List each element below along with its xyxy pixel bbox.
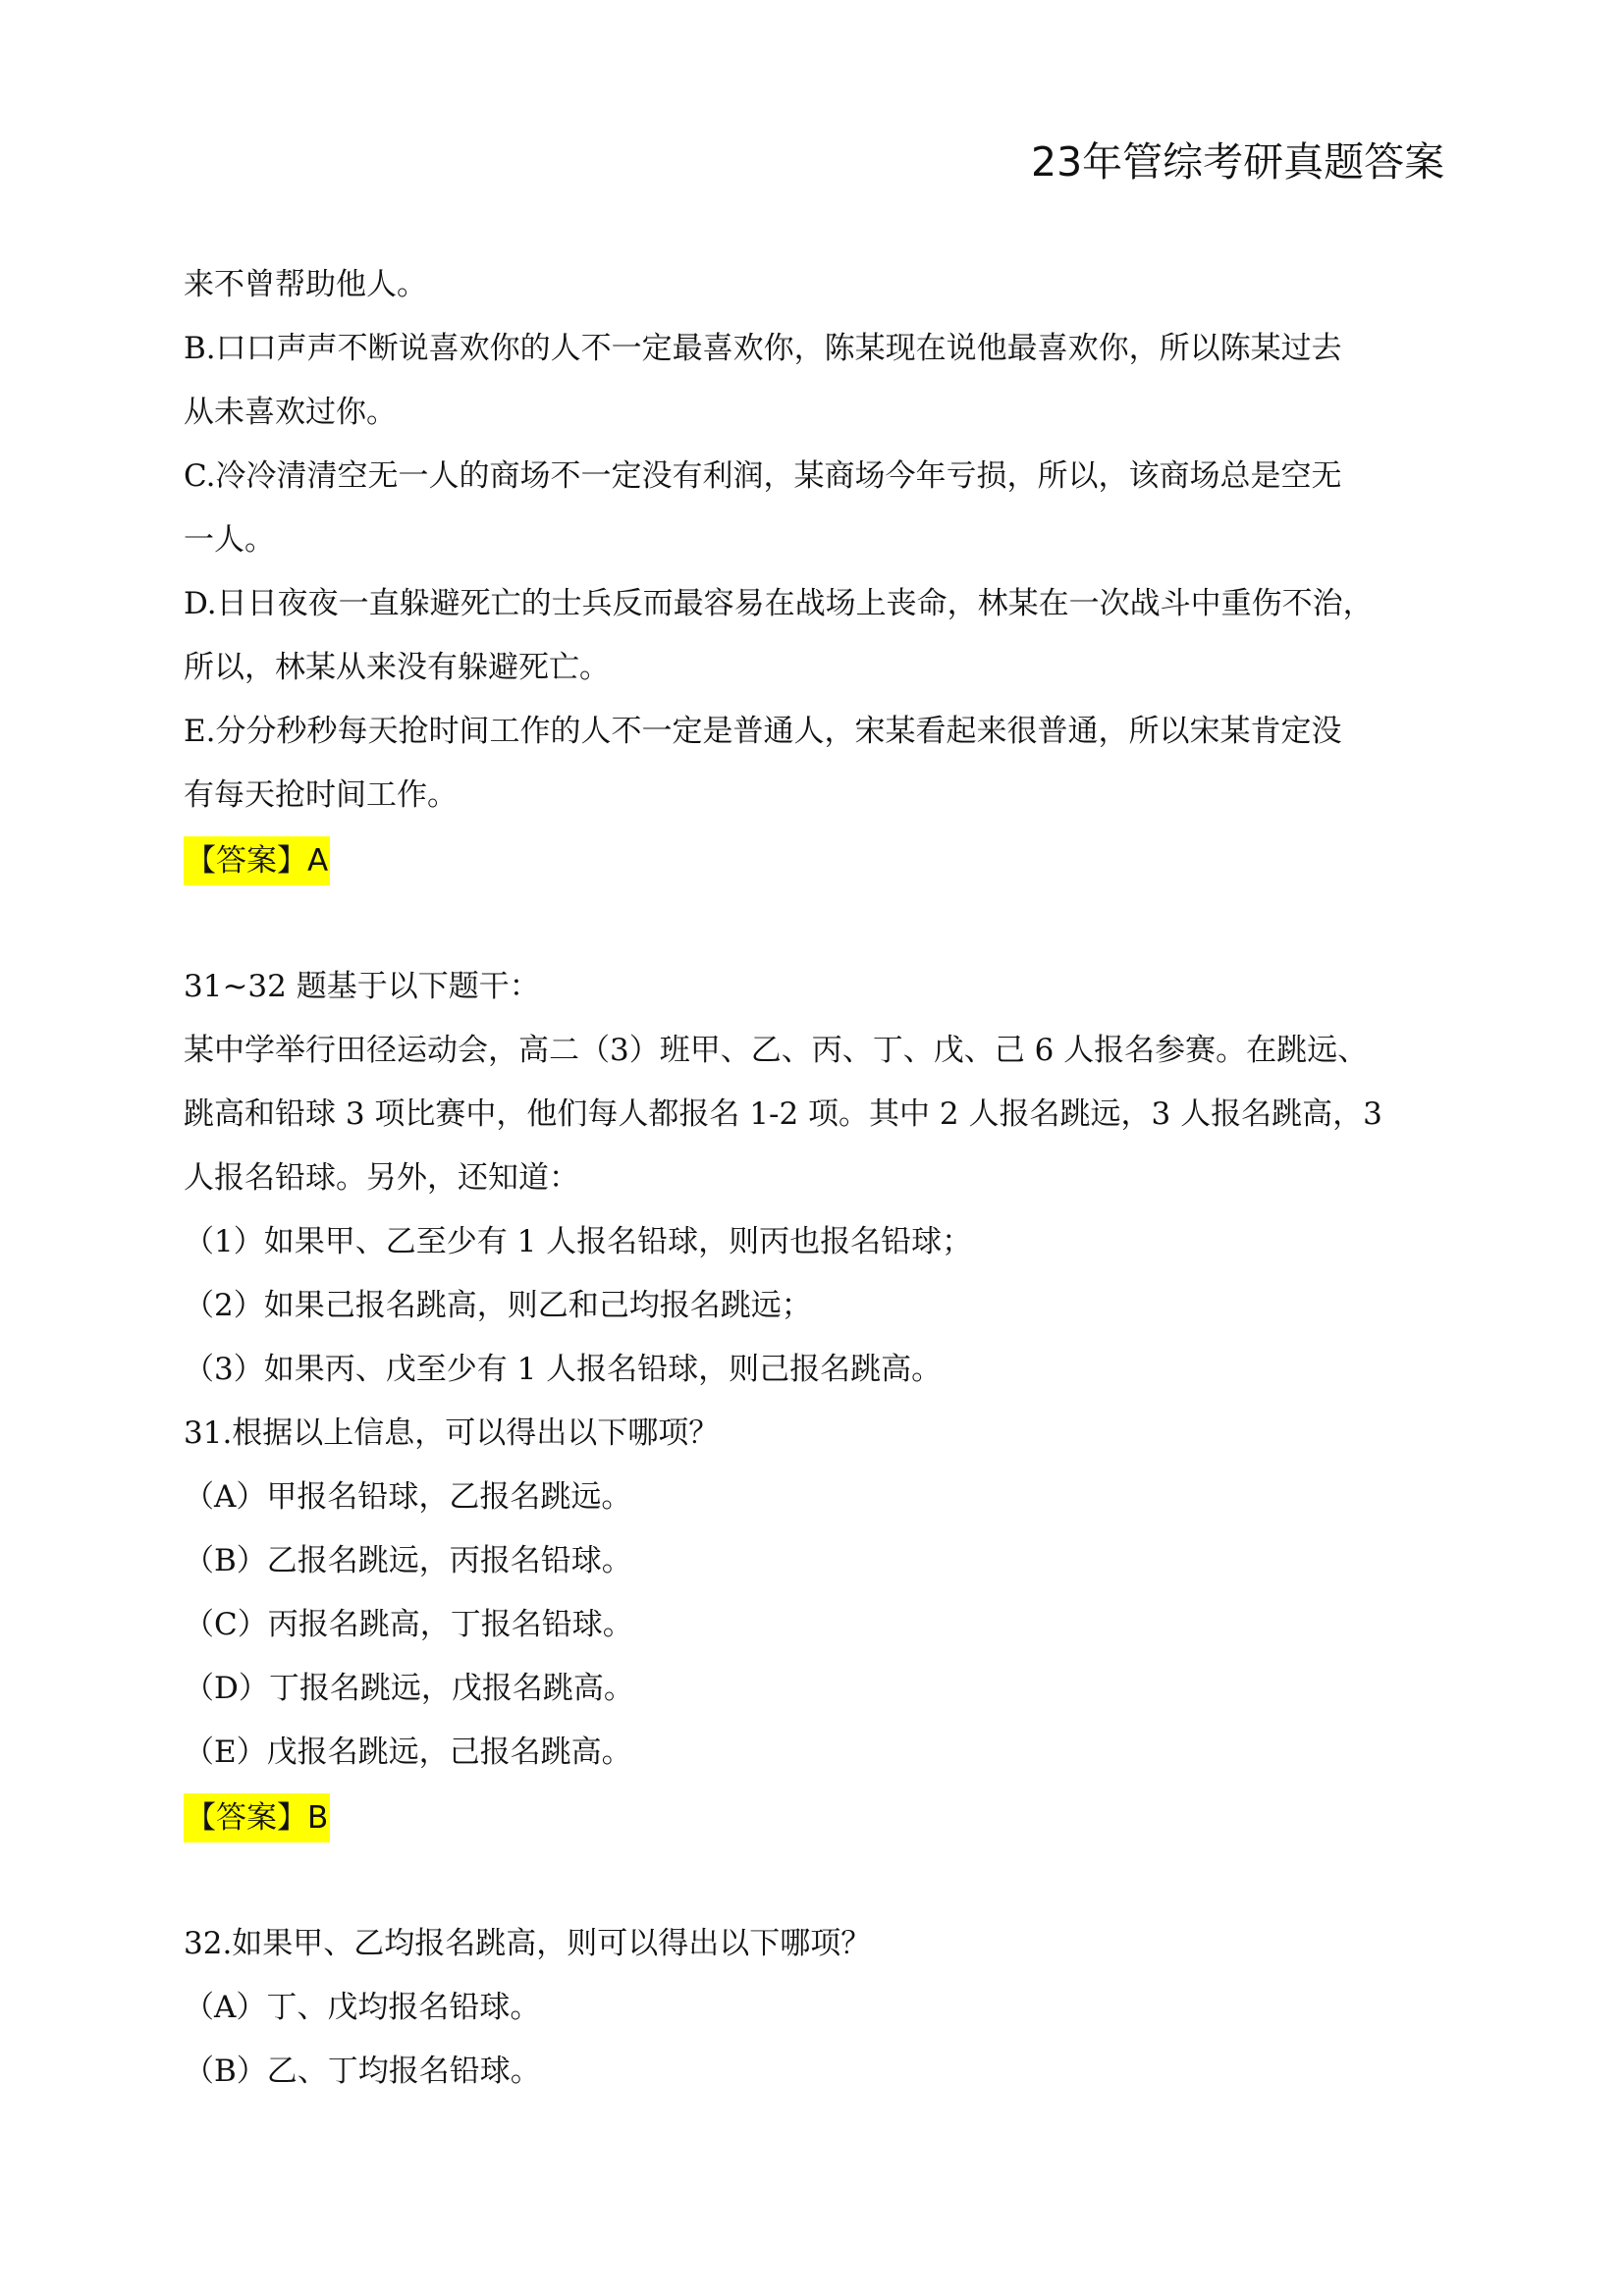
q30-option-b-line-2: 从未喜欢过你。 (184, 395, 397, 430)
q30-option-e-line-2: 有每天抢时间工作。 (184, 777, 458, 813)
document-body (184, 253, 1450, 2104)
q30-option-e-line-1: E.分分秒秒每天抢时间工作的人不一定是普通人，宋某看起来很普通，所以宋某肯定没 (184, 714, 1342, 749)
q31-option-e: （E）戊报名跳远，己报名跳高。 (184, 1735, 632, 1770)
q31-question: 31.根据以上信息，可以得出以下哪项？ (184, 1415, 720, 1451)
q30-answer-highlight: 【答案】A (184, 836, 330, 885)
q31-answer-row (184, 1785, 1450, 1848)
page-header-title: 23年管综考研真题答案 (1031, 138, 1445, 186)
stem-text-line-1: 某中学举行田径运动会，高二（3）班甲、乙、丙、丁、戊、己 6 人报名参赛。在跳远、 (184, 1033, 1369, 1068)
q32-option-b: （B）乙、丁均报名铅球。 (184, 2054, 541, 2089)
q30-option-c-line-1: C.冷冷清清空无一人的商场不一定没有利润，某商场今年亏损，所以，该商场总是空无 (184, 458, 1342, 494)
spacer (184, 1848, 1450, 1912)
q30-answer-row (184, 828, 1450, 891)
q31-answer-highlight: 【答案】B (184, 1793, 330, 1842)
q30-option-d-line-1: D.日日夜夜一直躲避死亡的士兵反而最容易在战场上丧命，林某在一次战斗中重伤不治， (184, 586, 1374, 621)
q31-option-b: （B）乙报名跳远，丙报名铅球。 (184, 1543, 632, 1578)
stem-text-line-2: 跳高和铅球 3 项比赛中，他们每人都报名 1-2 项。其中 2 人报名跳远，3 人报名跳高，3 (184, 1096, 1382, 1132)
q31-option-d: （D）丁报名跳远，戊报名跳高。 (184, 1671, 634, 1706)
q30-option-c-line-2: 一人。 (184, 522, 275, 558)
q30-continuation: 来不曾帮助他人。 (184, 267, 427, 302)
stem-intro: 31~32 题基于以下题干： (184, 969, 540, 1004)
q30-option-b-line-1: B.口口声声不断说喜欢你的人不一定最喜欢你，陈某现在说他最喜欢你，所以陈某过去 (184, 331, 1342, 366)
stem-condition-3: （3）如果丙、戊至少有 1 人报名铅球，则己报名跳高。 (184, 1352, 943, 1387)
stem-condition-1: （1）如果甲、乙至少有 1 人报名铅球，则丙也报名铅球； (184, 1224, 973, 1259)
spacer (184, 891, 1450, 955)
q32-option-a: （A）丁、戊均报名铅球。 (184, 1990, 541, 2025)
q32-question: 32.如果甲、乙均报名跳高，则可以得出以下哪项？ (184, 1926, 872, 1961)
stem-text-line-3: 人报名铅球。另外，还知道： (184, 1160, 579, 1196)
q30-option-d-line-2: 所以，林某从来没有躲避死亡。 (184, 650, 610, 685)
q31-option-a: （A）甲报名铅球，乙报名跳远。 (184, 1479, 632, 1515)
q31-option-c: （C）丙报名跳高，丁报名铅球。 (184, 1607, 633, 1642)
stem-condition-2: （2）如果己报名跳高，则乙和己均报名跳远； (184, 1288, 812, 1323)
